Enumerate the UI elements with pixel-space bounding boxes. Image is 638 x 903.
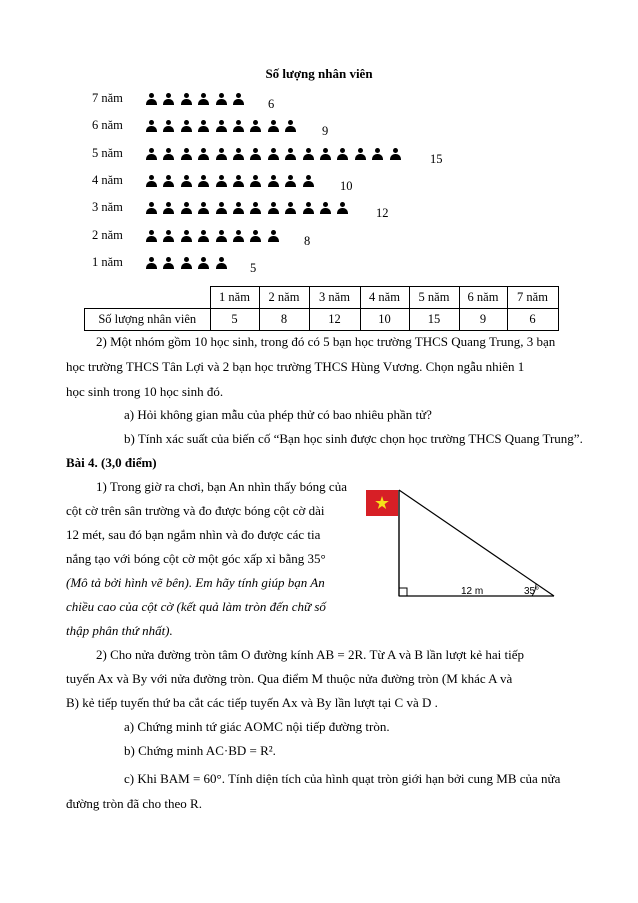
person-icon	[198, 148, 209, 160]
person-icon	[372, 148, 383, 160]
table-cell: 15	[409, 309, 459, 331]
pictograph-value-label: 5	[250, 260, 257, 275]
person-icon	[285, 202, 296, 214]
base-label: 12 m	[461, 586, 484, 597]
person-icon	[285, 175, 296, 187]
person-icon	[268, 120, 279, 132]
person-icon	[198, 120, 209, 132]
person-icon	[163, 257, 174, 269]
person-icon	[268, 175, 279, 187]
bai4-p1-line: nắng tạo với bóng cột cờ một góc xấp xỉ bằng 35°	[66, 551, 326, 566]
q2-line-2: học trường THCS Tân Lợi và 2 bạn học trường THCS Hùng Vương. Chọn ngẫu nhiên 1	[66, 359, 525, 374]
person-icon	[181, 175, 192, 187]
person-icon	[268, 148, 279, 160]
flagpole-figure	[364, 488, 560, 604]
person-icon	[146, 93, 157, 105]
bai4-part-a: a) Chứng minh tứ giác AOMC nội tiếp đường tròn.	[124, 719, 390, 734]
person-icon	[268, 202, 279, 214]
person-icon	[355, 148, 366, 160]
pictograph-value-label: 9	[322, 124, 329, 139]
person-icon	[163, 230, 174, 242]
person-icon	[250, 120, 261, 132]
person-icon	[146, 120, 157, 132]
person-icon	[181, 120, 192, 132]
pictograph-value-label: 8	[304, 233, 311, 248]
person-icon	[250, 148, 261, 160]
table-row-label: Số lượng nhân viên	[85, 309, 211, 331]
person-icon	[216, 120, 227, 132]
person-icon	[163, 202, 174, 214]
pictograph-row-label: 7 năm	[92, 91, 123, 105]
chart-title: Số lượng nhân viên	[265, 66, 373, 81]
pictograph-row-label: 3 năm	[92, 200, 123, 215]
person-icon	[163, 175, 174, 187]
person-icon	[233, 120, 244, 132]
pictograph-value-label: 10	[340, 178, 353, 193]
pictograph-row-label: 2 năm	[92, 227, 123, 242]
person-icon	[216, 148, 227, 160]
person-icon	[390, 148, 401, 160]
pictograph-value-label: 6	[268, 97, 275, 111]
person-icon	[146, 175, 157, 187]
q2-part-b: b) Tính xác suất của biến cố “Bạn học sinh được chọn học trường THCS Quang Trung”.	[124, 431, 583, 446]
person-icon	[320, 202, 331, 214]
table-header-cell: 3 năm	[309, 287, 360, 309]
pictograph-row-label: 1 năm	[92, 254, 123, 269]
person-icon	[198, 230, 209, 242]
person-icon	[198, 202, 209, 214]
table-header-cell: 4 năm	[360, 287, 409, 309]
bai4-p2-line: tuyến Ax và By với nửa đường tròn. Qua điểm M thuộc nửa đường tròn (M khác A và	[66, 671, 513, 686]
pictograph-row-label: 6 năm	[92, 118, 123, 133]
person-icon	[233, 202, 244, 214]
person-icon	[250, 202, 261, 214]
angle-label: 35°	[524, 586, 540, 597]
person-icon	[146, 202, 157, 214]
person-icon	[285, 120, 296, 132]
table-cell: 12	[309, 309, 360, 331]
person-icon	[250, 230, 261, 242]
table-cell: 8	[259, 309, 309, 331]
table-header-cell: 7 năm	[507, 287, 558, 309]
pictograph-row-label: 4 năm	[92, 172, 123, 187]
table-header-cell: 6 năm	[459, 287, 507, 309]
table-cell: 9	[459, 309, 507, 331]
person-icon	[233, 230, 244, 242]
bai4-p2-line: B) kẻ tiếp tuyến thứ ba cắt các tiếp tuyến Ax và By lần lượt tại C và D .	[66, 695, 438, 710]
bai4-part-c-line-2: đường tròn đã cho theo R.	[66, 796, 202, 811]
bai4-part-b: b) Chứng minh AC·BD = R².	[124, 743, 276, 758]
bai4-p2-line: 2) Cho nửa đường tròn tâm O đường kính AB = 2R. Từ A và B lần lượt kẻ hai tiếp	[96, 647, 525, 662]
person-icon	[233, 148, 244, 160]
person-icon	[198, 257, 209, 269]
person-icon	[320, 148, 331, 160]
pictograph-value-label: 15	[430, 151, 443, 166]
q2-part-a: a) Hỏi không gian mẫu của phép thử có bao nhiêu phần tử?	[124, 407, 432, 422]
person-icon	[181, 148, 192, 160]
table-header-cell: 2 năm	[259, 287, 309, 309]
person-icon	[303, 202, 314, 214]
right-angle-marker	[399, 588, 407, 596]
person-icon	[146, 257, 157, 269]
bai4-heading: Bài 4. (3,0 điểm)	[66, 455, 157, 470]
pictograph-value-label: 12	[376, 206, 389, 221]
bai4-p1-line: (Mô tả bởi hình vẽ bên). Em hãy tính giúp bạn An	[66, 575, 325, 590]
bai4-p1-line: thập phân thứ nhất).	[66, 623, 173, 638]
person-icon	[285, 148, 296, 160]
person-icon	[181, 93, 192, 105]
person-icon	[146, 230, 157, 242]
person-icon	[303, 148, 314, 160]
table-header-row	[85, 287, 559, 309]
bai4-p1-line: 1) Trong giờ ra chơi, bạn An nhìn thấy bóng của	[96, 479, 347, 494]
person-icon	[337, 202, 348, 214]
table-empty-corner	[85, 287, 211, 309]
person-icon	[268, 230, 279, 242]
person-icon	[216, 175, 227, 187]
bai4-part-c-line-1: c) Khi BAM = 60°. Tính diện tích của hình quạt tròn giới hạn bởi cung MB của nửa	[124, 771, 561, 786]
bai4-p1-line: chiều cao của cột cờ (kết quả làm tròn đến chữ số	[66, 599, 326, 614]
vietnam-flag-icon	[366, 490, 398, 516]
person-icon	[250, 175, 261, 187]
person-icon	[216, 257, 227, 269]
table-cell: 10	[360, 309, 409, 331]
person-icon	[163, 148, 174, 160]
person-icon	[198, 175, 209, 187]
person-icon	[337, 148, 348, 160]
table-header-cell: 1 năm	[210, 287, 259, 309]
person-icon	[233, 93, 244, 105]
person-icon	[216, 202, 227, 214]
person-icon	[163, 93, 174, 105]
person-icon	[146, 148, 157, 160]
person-icon	[181, 230, 192, 242]
person-icon	[163, 120, 174, 132]
table-header-cell: 5 năm	[409, 287, 459, 309]
table-cell: 6	[507, 309, 558, 331]
data-table	[84, 286, 559, 331]
sunray-line	[399, 490, 554, 596]
person-icon	[181, 202, 192, 214]
bai4-p1-line: cột cờ trên sân trường và đo được bóng cột cờ dài	[66, 503, 325, 518]
q2-line-1: 2) Một nhóm gồm 10 học sinh, trong đó có 5 bạn học trường THCS Quang Trung, 3 bạn	[96, 334, 556, 349]
q2-line-3: học sinh trong 10 học sinh đó.	[66, 384, 224, 399]
pictograph-row-label: 5 năm	[92, 145, 123, 160]
person-icon	[303, 175, 314, 187]
person-icon	[216, 93, 227, 105]
person-icon	[198, 93, 209, 105]
bai4-p1-line: 12 mét, sau đó bạn ngắm nhìn và đo được các tia	[66, 527, 321, 542]
table-cell: 5	[210, 309, 259, 331]
person-icon	[181, 257, 192, 269]
table-row	[85, 309, 559, 331]
person-icon	[233, 175, 244, 187]
person-icon	[216, 230, 227, 242]
